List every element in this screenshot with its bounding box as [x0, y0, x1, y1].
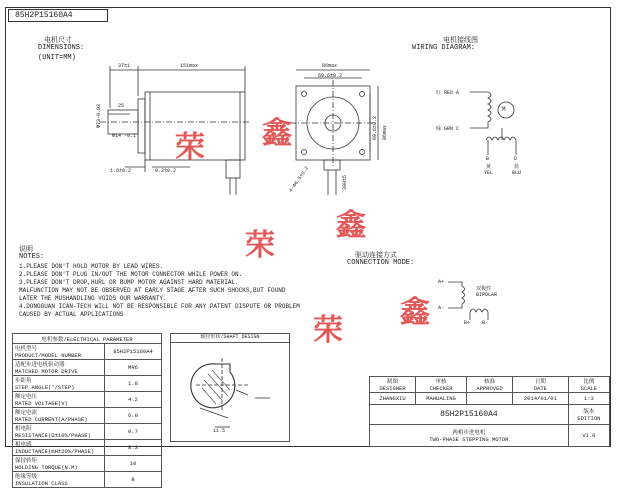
dim-holes: 4-Φ6.5±0.2: [288, 165, 311, 194]
conn-title-en: CONNECTION MODE:: [347, 259, 415, 267]
dim-flat-length: 25: [118, 103, 125, 109]
model-tag: 85H2P15160A4: [8, 9, 108, 22]
designer-header: 制图 DESIGNER: [370, 377, 416, 393]
electrical-parameter-table: [12, 333, 162, 488]
param-value: 0.7: [105, 424, 162, 440]
dim-hole-spacing-v: 69.6±0.2: [372, 115, 378, 140]
dim-shaft-length: 37±1: [118, 63, 131, 69]
wire-c-label: 绿 GRN C: [436, 126, 460, 132]
param-value: 10: [105, 456, 162, 472]
shaft-design-header: 轴径形状/SHAFT DESIGN: [170, 333, 290, 343]
param-label: 步距角 STEP ANGLE(°/STEP): [13, 376, 105, 392]
date-header: 日期 DATE: [513, 377, 569, 393]
unit-label: (UNIT=MM): [38, 54, 76, 62]
edition-header: 版本 EDITION: [568, 405, 609, 425]
scale-header: 比例 SCALE: [568, 377, 609, 393]
wire-d: D: [514, 156, 518, 162]
param-value: MR6: [105, 360, 162, 376]
dim-front-width: 86max: [322, 63, 338, 69]
conn-a-plus: A+: [438, 279, 445, 285]
checker-value: MAHUALING: [416, 393, 467, 405]
wiring-title-cn: 电机接线图: [443, 37, 478, 45]
conn-b-plus: B+: [464, 320, 471, 326]
designer-value: ZHANGXIU: [370, 393, 416, 405]
dim-hole-spacing-h: 69.6±0.2: [318, 73, 343, 79]
dimensions-title-en: DIMENSIONS:: [38, 44, 85, 52]
dim-b: 9.2±0.2: [155, 168, 177, 174]
param-value: 4.2: [105, 392, 162, 408]
param-table-header: 电机参数/ELECTRICAL PARAMETER: [13, 334, 162, 344]
param-value: 6.0: [105, 408, 162, 424]
wiring-title-en: WIRING DIAGRAM:: [412, 44, 476, 52]
checker-header: 审核 CHECKER: [416, 377, 467, 393]
dimensions-title-cn: 电机尺寸: [44, 37, 72, 45]
dim-lead-length: 300±5: [342, 174, 348, 190]
param-label: 相电阻 RESISTANCE(Ω±10%/PHASE): [13, 424, 105, 440]
watermark: 荣: [313, 313, 343, 348]
conn-a-minus: A-: [438, 305, 445, 311]
date-value: 2014/01/01: [513, 393, 569, 405]
bipolar-cn: 双极性: [476, 286, 492, 292]
note-line: 2.PLEASE DON'T PLUG IN/OUT THE MOTOR CONNECTOR WHILE POWER ON.: [19, 271, 243, 278]
bipolar-en: BIPOLAR: [476, 292, 498, 298]
notes-title-en: NOTES:: [19, 253, 45, 261]
param-label: 相电感 INDUCTANCE(mH±20%/PHASE): [13, 440, 105, 456]
param-label: 额定电压 RATED VOLTAGE(V): [13, 392, 105, 408]
watermark: 荣: [175, 130, 205, 165]
param-label: 保持转矩 HOLDING TORQUE(N.M): [13, 456, 105, 472]
dim-front-height: 86max: [382, 124, 388, 140]
model-number: 85H2P15160A4: [370, 405, 569, 425]
watermark: 鑫: [262, 116, 292, 151]
watermark: 鑫: [400, 295, 430, 330]
motor-symbol-m: M: [502, 106, 506, 113]
shaft-flat-dim: 11.5: [213, 428, 226, 434]
dim-a: 1.6±0.2: [110, 168, 132, 174]
shaft-design-box: [170, 333, 290, 442]
wire-a-label: 红 RED A: [436, 90, 460, 96]
approved-header: 核准 APPROVED: [466, 377, 512, 393]
wire-b-en: YEL: [484, 170, 494, 176]
title-block: [369, 376, 610, 447]
param-value: B: [105, 472, 162, 488]
wire-b: B: [486, 156, 490, 162]
param-label: 额定电流 RATED CURRENT(A/PHASE): [13, 408, 105, 424]
note-line: 3.PLEASE DON'T DROP,HURL OR BUMP MOTOR AGAINST HARD MATERIAL.: [19, 279, 239, 286]
param-label: 适配步进电机驱动器 MATCHED MOTOR DRIVE: [13, 360, 105, 376]
dim-shaft-dia: Φ73-0.03: [96, 103, 102, 128]
note-line: 4.DONGGUAN ICAN-TECH WILL NOT BE RESPONSIBLE FOR ANY PATENT DISPUTE OR PROBLEM: [19, 303, 300, 310]
param-value: 1.8: [105, 376, 162, 392]
scale-value: 1:3: [568, 393, 609, 405]
conn-title-cn: 驱动连接方式: [355, 252, 397, 260]
approved-value: [466, 393, 512, 405]
param-value: 85H2P15160A4: [105, 344, 162, 360]
note-line: 1.PLEASE DON'T HOLD MOTOR BY LEAD WIRES.: [19, 263, 164, 270]
param-label: 电机型号 PRODUCT/MODEL NUMBER: [13, 344, 105, 360]
note-line: MALFUNCTION MAY NOT BE OBSERVED AT EARLY STAGE AFTER SUCH SHOCKS,BUT FOUND: [19, 287, 286, 294]
product-description: 两相步进电机 TWO-PHASE STEPPING MOTOR: [370, 425, 569, 447]
param-value: 8.3: [105, 440, 162, 456]
wire-d-en: BLU: [512, 170, 522, 176]
conn-b-minus: B-: [482, 320, 489, 326]
wire-d-cn: 蓝: [514, 164, 520, 170]
note-line: LATER THE MUSHANDLING VOIDS OUR WARRANTY.: [19, 295, 167, 302]
param-label: 绝缘等级 INSULATION CLASS: [13, 472, 105, 488]
dim-step-dia: Φ14 -0.1: [112, 133, 137, 139]
wire-b-cn: 黄: [486, 164, 492, 170]
dim-body-length: 151max: [180, 63, 199, 69]
note-line: CAUSED BY ACTUAL APPLICATIONS: [19, 311, 124, 318]
watermark: 荣: [245, 228, 275, 263]
notes-title-cn: 说明: [19, 246, 33, 254]
watermark: 鑫: [336, 208, 366, 243]
edition-value: V1.0: [568, 425, 609, 447]
